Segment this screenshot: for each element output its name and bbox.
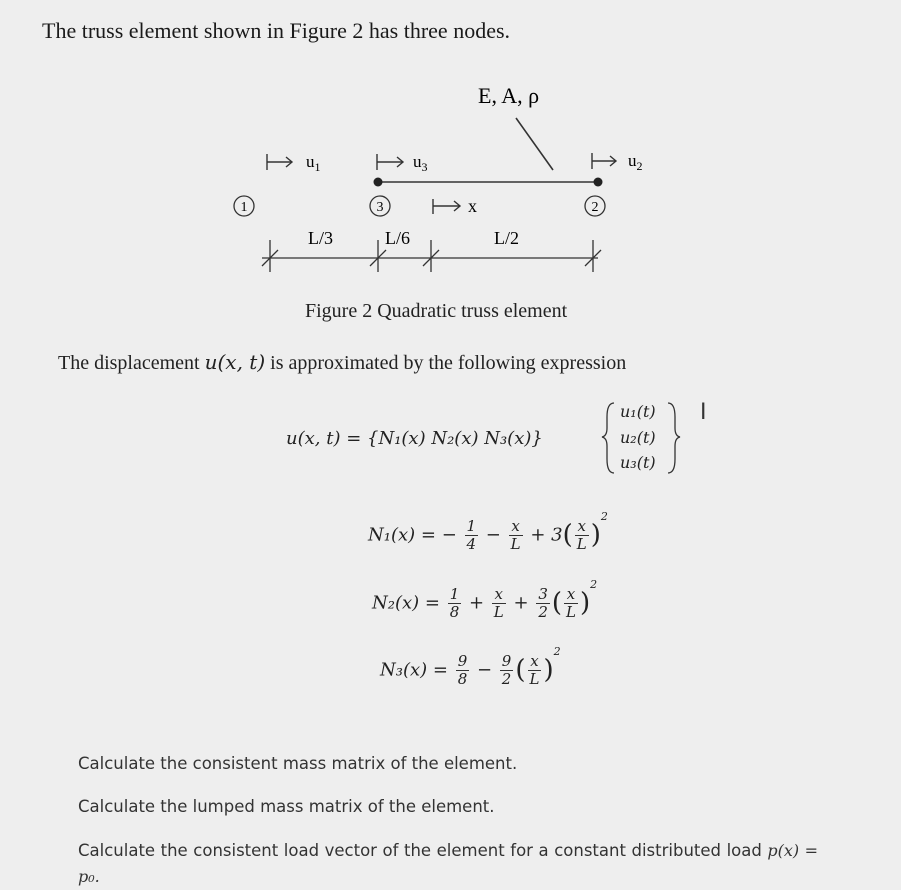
n3-frac-3: $\frac{x}{L}$ bbox=[529, 652, 540, 688]
n1-frac-1: $\frac{1}{4}$ bbox=[466, 517, 477, 553]
text-cursor-icon: I bbox=[700, 400, 707, 425]
vector-entry-1: u₁(t) bbox=[620, 402, 656, 421]
question-consistent-mass: Calculate the consistent mass matrix of the element. bbox=[78, 754, 518, 773]
shape-function-n2: N₂(x) = $\frac{1}{8}$ + $\frac{x}{L}$ + $\frac{3}{2}$ ( $\frac{x}{L}$ )$^2$ bbox=[372, 578, 598, 621]
dof-arrow-u1 bbox=[267, 154, 292, 170]
dim-label-l6: L/6 bbox=[385, 228, 410, 248]
n1-frac-3: $\frac{x}{L}$ bbox=[576, 517, 587, 553]
n2-frac-4: $\frac{x}{L}$ bbox=[566, 585, 576, 621]
dof-label-u1: $u_1$ bbox=[306, 152, 321, 174]
question-load-vector: Calculate the consistent load vector of the element for a constant distributed load p(x) = p₀. bbox=[78, 841, 818, 886]
displacement-equation: u(x, t) = {N₁(x) N₂(x) N₃(x)} bbox=[286, 428, 543, 449]
dim-label-l2: L/2 bbox=[494, 228, 519, 248]
dof-arrow-u2 bbox=[592, 153, 616, 169]
dof-arrow-u3 bbox=[377, 154, 403, 170]
question-lumped-mass: Calculate the lumped mass matrix of the element. bbox=[78, 797, 495, 816]
n3-frac-2: $\frac{9}{2}$ bbox=[501, 652, 512, 688]
node-label-1: 1 bbox=[240, 200, 248, 215]
n3-frac-1: $\frac{9}{8}$ bbox=[457, 652, 468, 688]
node-marker-2 bbox=[594, 178, 603, 187]
n2-frac-2: $\frac{x}{L}$ bbox=[493, 585, 504, 621]
load-expression: p(x) = p₀. bbox=[78, 841, 818, 886]
figure-caption: Figure 2 Quadratic truss element bbox=[305, 300, 568, 322]
dof-label-u3: $u_3$ bbox=[413, 152, 428, 174]
node-marker-3 bbox=[374, 178, 383, 187]
node-label-2: 2 bbox=[591, 200, 599, 215]
x-axis-label: x bbox=[468, 196, 477, 216]
intro-text: The truss element shown in Figure 2 has three nodes. bbox=[42, 18, 511, 43]
displacement-intro: The displacement u(x, t) is approximated by the following expression bbox=[58, 350, 627, 374]
dim-label-l3: L/3 bbox=[308, 228, 333, 248]
material-label: E, A, ρ bbox=[478, 83, 540, 108]
n2-frac-1: $\frac{1}{8}$ bbox=[449, 585, 460, 621]
n2-frac-3: $\frac{3}{2}$ bbox=[538, 585, 548, 621]
vector-entry-2: u₂(t) bbox=[620, 428, 656, 447]
dof-label-u2: $u_2$ bbox=[628, 151, 643, 173]
node-label-3: 3 bbox=[376, 200, 384, 215]
x-axis-arrow bbox=[433, 199, 460, 214]
vector-entry-3: u₃(t) bbox=[620, 453, 656, 472]
truss-figure bbox=[0, 0, 901, 300]
shape-function-n1: N₁(x) = − $\frac{1}{4}$ − $\frac{x}{L}$ + 3( $\frac{x}{L}$ )$^2$ bbox=[368, 510, 608, 553]
material-pointer bbox=[516, 118, 553, 170]
shape-function-n3: N₃(x) = $\frac{9}{8}$ − $\frac{9}{2}$ ( $\frac{x}{L}$ )$^2$ bbox=[380, 645, 561, 688]
n1-frac-2: $\frac{x}{L}$ bbox=[510, 517, 521, 553]
